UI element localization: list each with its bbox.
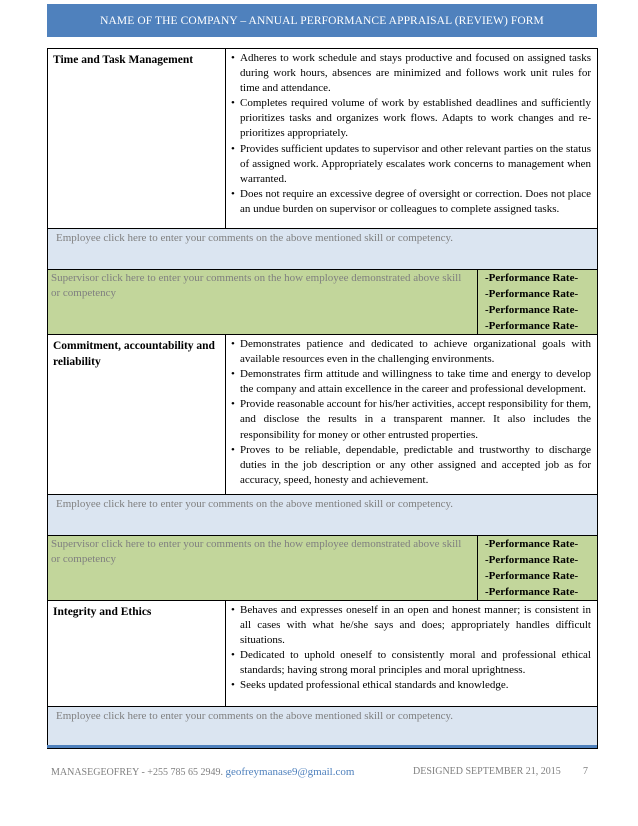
- bullet-item: • Provides sufficient updates to supervisor and other relevant parties on the status of assigned work. Appropriately escalates work concerns to management when warranted.: [240, 142, 591, 187]
- form-header: [47, 4, 597, 37]
- bullet-item: • Completes required volume of work by established deadlines and sufficiently prioritizes tasks and organizes work flows. Adapts to work changes and re-prioritizes appropriately.: [240, 96, 591, 141]
- performance-rate-dropdown[interactable]: -Performance Rate-: [485, 570, 579, 582]
- bullet-item: • Seeks updated professional ethical standards and knowledge.: [240, 678, 591, 693]
- performance-rate-dropdown[interactable]: -Performance Rate-: [485, 538, 579, 550]
- bullet-item: • Does not require an excessive degree of oversight or correction. Does not place an undue burden on supervisor or colleagues to complete assigned tasks.: [240, 187, 591, 217]
- footer-author: [51, 766, 354, 778]
- bullet-item: • Adheres to work schedule and stays productive and focused on assigned tasks during work hours, absences are minimized and follows work unit rules for time and attendance.: [240, 51, 591, 96]
- bullet-item: • Demonstrates firm attitude and willingness to take time and energy to develop the company and attain excellence in the career and professional development.: [240, 367, 591, 397]
- competency-row: [48, 49, 598, 229]
- footer-designed-date: DESIGNED SEPTEMBER 21, 2015: [413, 766, 561, 777]
- page-number: 7: [583, 766, 588, 777]
- bullet-list: [230, 337, 591, 488]
- competency-description: [226, 335, 598, 495]
- competency-description: [226, 601, 598, 707]
- supervisor-comment-field[interactable]: Supervisor click here to enter your comments on the how employee demonstrated above skill or competency: [48, 270, 478, 335]
- performance-rate-dropdown[interactable]: -Performance Rate-: [485, 304, 579, 316]
- performance-rating-cell: [478, 270, 598, 335]
- author-email-link[interactable]: geofreymanase9@gmail.com: [225, 766, 355, 778]
- employee-comment-field[interactable]: Employee click here to enter your comments on the above mentioned skill or competency.: [48, 707, 598, 749]
- form-title: NAME OF THE COMPANY – ANNUAL PERFORMANCE APPRAISAL (REVIEW) FORM: [100, 14, 544, 27]
- bullet-list: [230, 603, 591, 694]
- appraisal-form: [47, 48, 597, 749]
- competency-row: [48, 335, 598, 495]
- supervisor-comment-field[interactable]: Supervisor click here to enter your comments on the how employee demonstrated above skill or competency: [48, 536, 478, 601]
- performance-rate-dropdown[interactable]: -Performance Rate-: [485, 288, 579, 300]
- competency-title: Commitment, accountability and reliability: [48, 335, 226, 495]
- competency-title: Integrity and Ethics: [48, 601, 226, 707]
- bullet-item: • Provide reasonable account for his/her activities, accept responsibility for them, and disclose the results in a transparent manner. It also includes the responsibility for money or other entrusted properties.: [240, 397, 591, 442]
- appraisal-table: [47, 48, 598, 749]
- performance-rate-dropdown[interactable]: -Performance Rate-: [485, 586, 579, 598]
- performance-rate-dropdown[interactable]: -Performance Rate-: [485, 272, 579, 284]
- performance-rate-dropdown[interactable]: -Performance Rate-: [485, 320, 579, 332]
- competency-row: [48, 601, 598, 707]
- employee-comment-field[interactable]: Employee click here to enter your comments on the above mentioned skill or competency.: [48, 495, 598, 536]
- competency-title: Time and Task Management: [48, 49, 226, 229]
- performance-rate-dropdown[interactable]: -Performance Rate-: [485, 554, 579, 566]
- bullet-item: • Dedicated to uphold oneself to consistently moral and professional ethical standards; having strong moral principles and moral uprightness.: [240, 648, 591, 678]
- employee-comment-field[interactable]: Employee click here to enter your comments on the above mentioned skill or competency.: [48, 229, 598, 270]
- footer-divider: [47, 745, 597, 748]
- competency-description: [226, 49, 598, 229]
- author-contact: MANASEGEOFREY - +255 785 65 2949.: [51, 767, 226, 778]
- bullet-item: • Behaves and expresses oneself in an open and honest manner; is consistent in all cases with what he/she says and does; appropriately handles difficult situations.: [240, 603, 591, 648]
- bullet-item: • Proves to be reliable, dependable, predictable and trustworthy to discharge duties in the job description or any other assigned and accepted job as for accuracy, speed, honesty and achievement.: [240, 443, 591, 488]
- bullet-item: • Demonstrates patience and dedicated to achieve organizational goals with available resources even in the challenging environments.: [240, 337, 591, 367]
- bullet-list: [230, 51, 591, 217]
- performance-rating-cell: [478, 536, 598, 601]
